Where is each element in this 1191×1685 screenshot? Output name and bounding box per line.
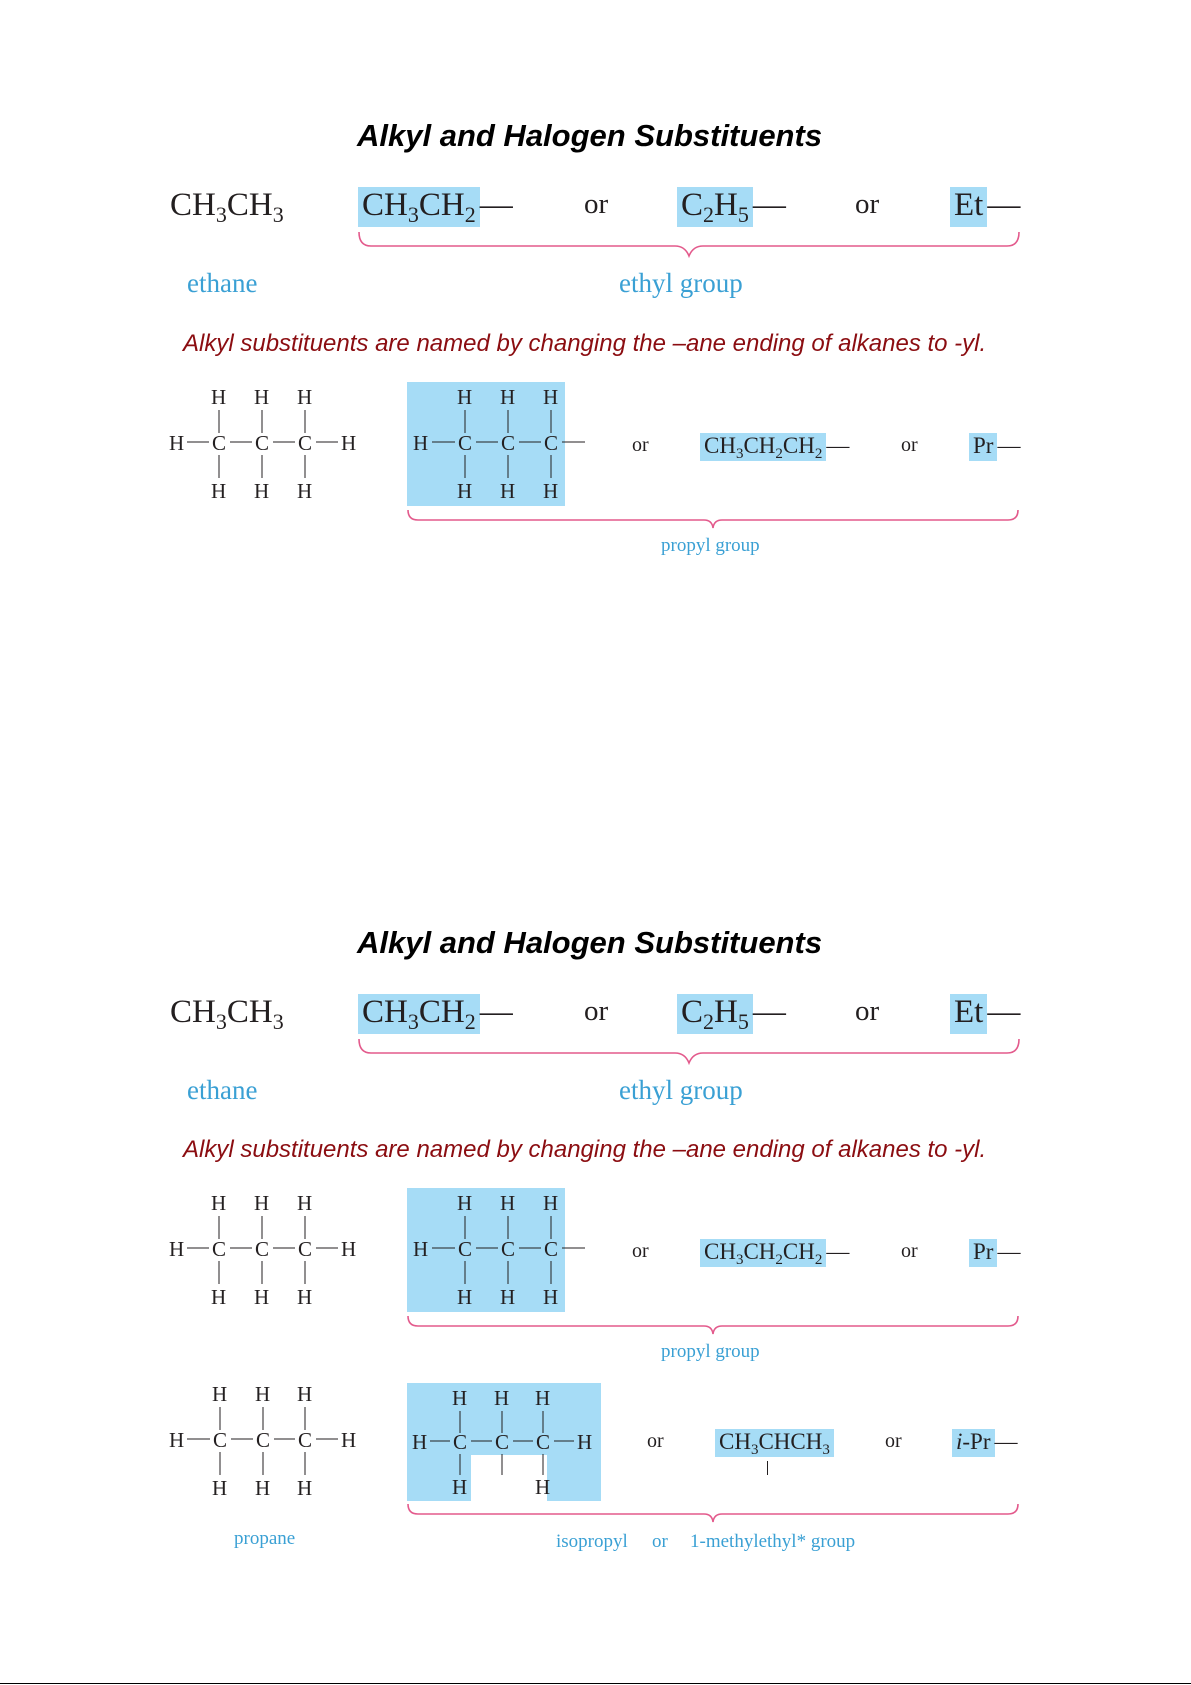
h-atom: H bbox=[169, 1237, 185, 1261]
h-atom: H bbox=[255, 1382, 271, 1406]
h-atom: H bbox=[211, 1285, 227, 1309]
c-atom: C bbox=[213, 1428, 228, 1452]
h-atom: H bbox=[577, 1430, 593, 1454]
c-atom: C bbox=[458, 1237, 473, 1261]
h-atom: H bbox=[457, 479, 473, 503]
ethane-label: ethane bbox=[187, 268, 258, 298]
c-atom: C bbox=[544, 431, 559, 455]
h-atom: H bbox=[412, 1430, 428, 1454]
ethane-formula: $CH_3CH_3$ bbox=[170, 994, 284, 1034]
rule-note: Alkyl substituents are named by changing the –ane ending of alkanes to -yl. bbox=[183, 330, 987, 357]
rule-note: Alkyl substituents are named by changing the –ane ending of alkanes to -yl. bbox=[183, 1136, 987, 1163]
ethyl-condensed-formula: $CH_3CH_2$ — bbox=[358, 991, 513, 1033]
propyl-brace bbox=[406, 508, 1020, 532]
or-text: or bbox=[901, 1240, 918, 1262]
h-atom: H bbox=[254, 1191, 270, 1215]
attachment-bond bbox=[767, 1461, 768, 1475]
or-text: or bbox=[632, 1240, 649, 1262]
h-atom: H bbox=[543, 479, 559, 503]
h-atom: H bbox=[543, 385, 559, 409]
h-atom: H bbox=[169, 1428, 185, 1452]
propyl-abbreviation: Pr — bbox=[969, 431, 1020, 461]
isopropyl-label: isopropyl bbox=[556, 1531, 628, 1552]
or-text: or bbox=[632, 434, 649, 456]
h-atom: H bbox=[297, 1382, 313, 1406]
ethyl-molecular-formula: $C_2H_5$ — bbox=[677, 184, 786, 226]
propyl-condensed-formula: $CH_3CH_2CH_2$ — bbox=[700, 431, 849, 461]
h-atom: H bbox=[254, 1285, 270, 1309]
c-atom: C bbox=[298, 1237, 313, 1261]
h-atom: H bbox=[457, 1191, 473, 1215]
h-atom: H bbox=[254, 479, 270, 503]
c-atom: C bbox=[453, 1430, 468, 1454]
propane-structure bbox=[165, 1375, 365, 1505]
h-atom: H bbox=[297, 1285, 313, 1309]
c-atom: C bbox=[495, 1430, 510, 1454]
h-atom: H bbox=[212, 1382, 228, 1406]
h-atom: H bbox=[413, 1237, 429, 1261]
c-atom: C bbox=[255, 1237, 270, 1261]
h-atom: H bbox=[255, 1476, 271, 1500]
c-atom: C bbox=[458, 431, 473, 455]
ethyl-abbreviation: Et — bbox=[950, 991, 1020, 1033]
c-atom: C bbox=[536, 1430, 551, 1454]
ethyl-brace bbox=[357, 228, 1021, 258]
h-atom: H bbox=[211, 1191, 227, 1215]
h-atom: H bbox=[535, 1475, 551, 1499]
h-atom: H bbox=[535, 1386, 551, 1410]
h-atom: H bbox=[543, 1191, 559, 1215]
ethyl-condensed-formula: $CH_3CH_2$ — bbox=[358, 184, 513, 226]
h-atom: H bbox=[297, 1191, 313, 1215]
h-atom: H bbox=[452, 1475, 468, 1499]
h-atom: H bbox=[211, 385, 227, 409]
methylethyl-label: 1-methylethyl* group bbox=[690, 1531, 856, 1552]
propyl-brace bbox=[406, 1314, 1020, 1338]
c-atom: C bbox=[255, 431, 270, 455]
propyl-group-label: propyl group bbox=[661, 1341, 760, 1362]
section-title: Alkyl and Halogen Substituents bbox=[357, 925, 823, 960]
propyl-condensed-formula: $CH_3CH_2CH_2$ — bbox=[700, 1237, 849, 1267]
isopropyl-structure bbox=[407, 1383, 607, 1501]
propyl-abbreviation: Pr — bbox=[969, 1237, 1020, 1267]
propane-structure bbox=[165, 1184, 365, 1314]
h-atom: H bbox=[211, 479, 227, 503]
ethyl-molecular-formula: $C_2H_5$ — bbox=[677, 991, 786, 1033]
or-text: or bbox=[885, 1430, 902, 1452]
section-title: Alkyl and Halogen Substituents bbox=[357, 118, 823, 153]
h-atom: H bbox=[500, 1285, 516, 1309]
h-atom: H bbox=[457, 1285, 473, 1309]
h-atom: H bbox=[500, 479, 516, 503]
h-atom: H bbox=[297, 1476, 313, 1500]
h-atom: H bbox=[341, 1428, 357, 1452]
h-atom: H bbox=[543, 1285, 559, 1309]
h-atom: H bbox=[254, 385, 270, 409]
c-atom: C bbox=[212, 1237, 227, 1261]
isopropyl-brace bbox=[406, 1502, 1020, 1526]
propane-structure bbox=[165, 378, 365, 508]
c-atom: C bbox=[298, 1428, 313, 1452]
h-atom: H bbox=[494, 1386, 510, 1410]
ethane-label: ethane bbox=[187, 1075, 258, 1105]
h-atom: H bbox=[212, 1476, 228, 1500]
isopropyl-abbreviation: i-Pr — bbox=[952, 1427, 1018, 1457]
h-atom: H bbox=[457, 385, 473, 409]
propyl-structure bbox=[407, 382, 597, 506]
h-atom: H bbox=[169, 431, 185, 455]
ethyl-group-label: ethyl group bbox=[619, 268, 743, 298]
page-bottom-rule bbox=[0, 1683, 1191, 1684]
c-atom: C bbox=[298, 431, 313, 455]
or-text: or bbox=[901, 434, 918, 456]
c-atom: C bbox=[501, 1237, 516, 1261]
h-atom: H bbox=[341, 1237, 357, 1261]
c-atom: C bbox=[212, 431, 227, 455]
propyl-structure bbox=[407, 1188, 597, 1312]
h-atom: H bbox=[341, 431, 357, 455]
h-atom: H bbox=[297, 385, 313, 409]
c-atom: C bbox=[501, 431, 516, 455]
ethane-formula: $CH_3CH_3$ bbox=[170, 187, 284, 227]
or-text: or bbox=[584, 995, 609, 1027]
propane-label: propane bbox=[234, 1528, 296, 1549]
isopropyl-condensed-formula: $CH_3CHCH_3$ bbox=[715, 1427, 834, 1457]
propyl-group-label: propyl group bbox=[661, 535, 760, 556]
h-atom: H bbox=[452, 1386, 468, 1410]
ethyl-brace bbox=[357, 1035, 1021, 1065]
c-atom: C bbox=[544, 1237, 559, 1261]
c-atom: C bbox=[256, 1428, 271, 1452]
h-atom: H bbox=[500, 1191, 516, 1215]
h-atom: H bbox=[297, 479, 313, 503]
or-text: or bbox=[855, 995, 880, 1027]
or-text: or bbox=[652, 1531, 668, 1552]
or-text: or bbox=[584, 188, 609, 220]
h-atom: H bbox=[500, 385, 516, 409]
ethyl-abbreviation: Et — bbox=[950, 184, 1020, 226]
ethyl-group-label: ethyl group bbox=[619, 1075, 743, 1105]
or-text: or bbox=[647, 1430, 664, 1452]
or-text: or bbox=[855, 188, 880, 220]
h-atom: H bbox=[413, 431, 429, 455]
